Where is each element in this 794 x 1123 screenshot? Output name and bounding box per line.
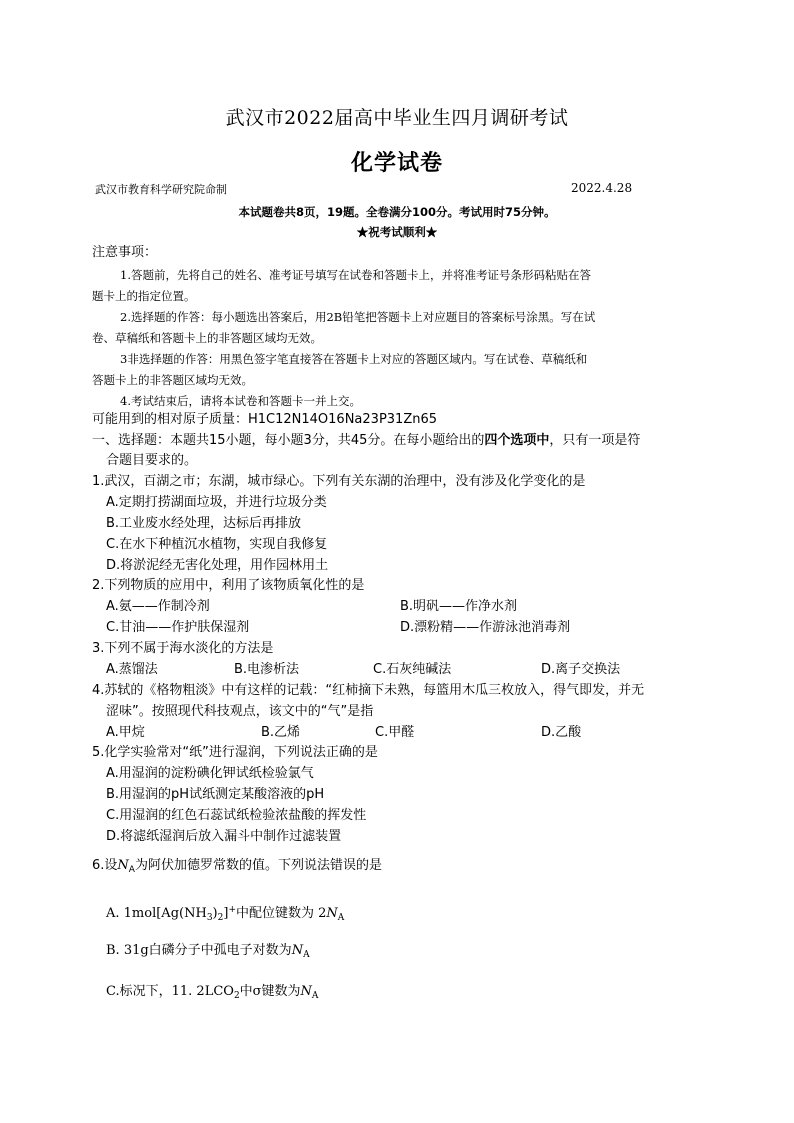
section1-intro-cont: 合题目要求的。 — [106, 453, 198, 468]
avogadro-symbol: N — [291, 943, 304, 958]
q5-option-b: B.用湿润的pH试纸测定某酸溶液的pH — [106, 787, 325, 802]
notice-item-2b: 卷、草稿纸和答题卡上的非答题区域均无效。 — [92, 331, 322, 345]
q4-option-d: D.乙酸 — [541, 725, 582, 740]
exam-title: 武汉市2022届高中毕业生四月调研考试 — [225, 107, 569, 129]
notice-item-4: 4.考试结束后，请将本试卷和答题卡一并上交。 — [120, 394, 361, 408]
notice-item-3b: 答题卡上的非答题区域均无效。 — [92, 373, 253, 387]
q5-option-d: D.将滤纸湿润后放入漏斗中制作过滤装置 — [106, 829, 342, 844]
q6-a-paren: ) — [212, 906, 218, 921]
q2-option-d: D.漂粉精——作游泳池消毒剂 — [400, 620, 571, 635]
q6-c-sub: 2 — [233, 991, 240, 1001]
q6-option-b — [106, 942, 794, 964]
q6-stem-text-2: 为阿伏加德罗常数的值。下列说法错误的是 — [134, 858, 382, 873]
q1-stem: 1.武汉，百湖之市；东湖，城市绿心。下列有关东湖的治理中，没有涉及化学变化的是 — [92, 474, 586, 489]
avogadro-subscript: A — [303, 950, 310, 960]
q1-option-b: B.工业废水经处理，达标后再排放 — [106, 516, 302, 531]
q6-stem — [92, 857, 794, 879]
atomic-masses: 可能用到的相对原子质量：H1C12N14O16Na23P31Zn65 — [92, 412, 438, 427]
section1-intro-text: 一、选择题：本题共15小题，每小题3分，共45分。在每小题给出的 — [92, 433, 485, 448]
q6-c-text-2: 中σ键数为 — [239, 984, 301, 999]
subject-title: 化学试卷 — [350, 151, 443, 176]
q4-option-c: C.甲醛 — [375, 725, 415, 740]
avogadro-subscript: A — [311, 991, 319, 1001]
q3-option-d: D.离子交换法 — [541, 662, 621, 677]
q1-option-c: C.在水下种植沉水植物，实现自我修复 — [106, 537, 328, 552]
section1-intro-text-2: ，只有一项是符 — [549, 433, 641, 448]
avogadro-symbol: N — [117, 858, 129, 873]
notice-item-2a: 2.选择题的作答：每小题选出答案后，用2B铅笔把答题卡上对应题目的答案标号涂黑。写在试 — [120, 310, 596, 324]
q6-option-c — [106, 983, 794, 1005]
q3-option-b: B.电渗析法 — [234, 662, 300, 677]
q6-a-text: A. 1mol[Ag(NH — [106, 906, 207, 921]
exam-info: 本试题卷共8页，19题。全卷满分100分。考试用时75分钟。 — [238, 205, 556, 219]
avogadro-symbol: N — [300, 984, 312, 999]
notice-item-3a: 3非选择题的作答：用黑色签字笔直接答在答题卡上对应的答题区域内。写在试卷、草稿纸和 — [120, 352, 588, 366]
q4-stem-cont: 涩味”。按照现代科技观点，该文中的“气”是指 — [106, 704, 374, 719]
q2-option-c: C.甘油——作护肤保湿剂 — [106, 620, 250, 635]
q6-a-sub-2: 2 — [217, 913, 224, 923]
avogadro-subscript: A — [337, 913, 345, 923]
q2-stem: 2.下列物质的应用中，利用了该物质氧化性的是 — [92, 578, 365, 593]
section1-intro — [92, 432, 794, 450]
q6-c-text: C.标况下，11. 2LCO — [106, 984, 234, 999]
q2-option-b: B.明矾——作净水剂 — [400, 599, 518, 614]
q6-b-text: B. 31g白磷分子中孤电子对数为 — [106, 943, 292, 958]
q3-option-a: A.蒸馏法 — [106, 662, 158, 677]
q6-option-a: A. $1mol[Ag(NH_3)_2]^+$中配位键数为 $2N_A$ — [106, 905, 345, 923]
q4-option-b: B.乙烯 — [261, 725, 301, 740]
q3-option-c: C.石灰纯碱法 — [373, 662, 452, 677]
q6-stem-text: 6.设 — [92, 858, 118, 873]
q4-option-a: A.甲烷 — [106, 725, 145, 740]
q6-a-sup: + — [228, 905, 236, 915]
notice-heading: 注意事项： — [92, 245, 158, 260]
q6-a-sub: 3 — [206, 913, 213, 923]
q3-stem: 3.下列不属于海水淡化的方法是 — [92, 641, 274, 656]
q5-option-a: A.用湿润的淀粉碘化钾试纸检验氯气 — [106, 766, 314, 781]
notice-item-1b: 题卡上的指定位置。 — [92, 289, 196, 303]
q2-option-a: A.氨——作制冷剂 — [106, 599, 210, 614]
good-luck-banner: ★祝考试顺利★ — [356, 225, 438, 239]
q4-stem: 4.苏轼的《格物粗淡》中有这样的记载：“红柿摘下未熟，每篮用木瓜三枚放入，得气即发，并无 — [92, 683, 645, 698]
q5-option-c: C.用湿润的红色石蕊试纸检验浓盐酸的挥发性 — [106, 808, 367, 823]
q1-option-a: A.定期打捞湖面垃圾，并进行垃圾分类 — [106, 495, 327, 510]
q5-stem: 5.化学实验常对“纸”进行湿润，下列说法正确的是 — [92, 745, 378, 760]
exam-date: 2022.4.28 — [571, 181, 633, 195]
q1-option-d: D.将淤泥经无害化处理，用作园林用土 — [106, 558, 329, 573]
issuer-label: 武汉市教育科学研究院命制 — [95, 183, 227, 196]
notice-item-1a: 1.答题前，先将自己的姓名、准考证号填写在试卷和答题卡上，并将准考证号条形码粘贴在答 — [120, 268, 591, 282]
avogadro-symbol: N — [326, 906, 338, 921]
section1-intro-emphasis: 四个选项中 — [484, 433, 550, 448]
q6-a-text-2: 中配位键数为 2 — [235, 906, 327, 921]
avogadro-subscript: A — [128, 865, 135, 875]
